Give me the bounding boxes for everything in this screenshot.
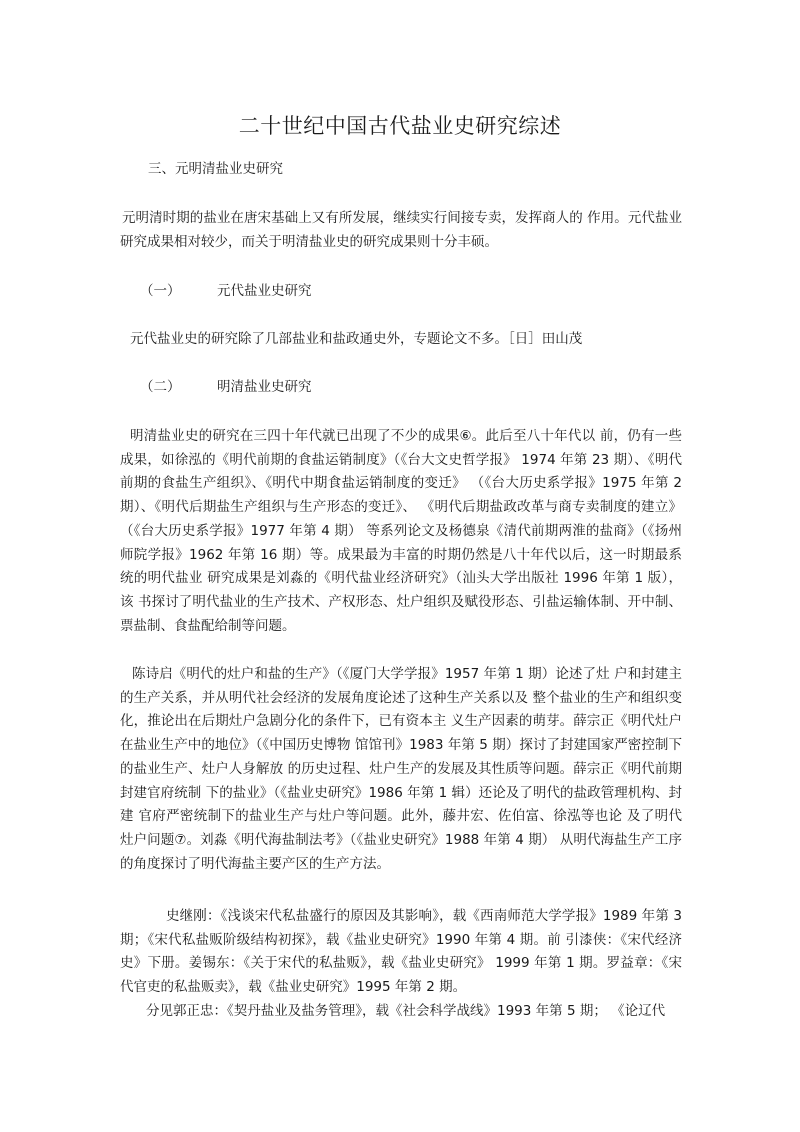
subsection-yuan-heading xyxy=(140,279,312,303)
intro-paragraph: 元明清时期的盐业在唐宋基础上又有所发展，继续实行间接专卖，发挥商人的 作用。元代盐业研究成果相对较少，而关于明清盐业史的研究成果则十分丰硕。 xyxy=(120,210,682,250)
subsection-mingqing-heading xyxy=(140,375,312,399)
chen-paragraph: 陈诗启《明代的灶户和盐的生产》（《厦门大学学报》1957 年第 1 期）论述了灶 户和封建主的生产关系，并从明代社会经济的发展角度论述了这种生产关系以及 整个盐业的生产和组织变化，推论出在后期灶户急剧分化的条件下，已有资本主 义生产因素的萌芽。薛宗正《明代灶户在盐业生产中的地位》（《中国历史博物 馆馆刊》1983 年第 5 期）探讨了封建国家严密控制下的盐业生产、灶户人身解放 的历史过程、灶户生产的发展及其性质等问题。薛宗正《明代前期封建官府统制 下的盐业》（《盐业史研究》1986 年第 1 辑）还论及了明代的盐政管理机构、封建 官府严密统制下的盐业生产与灶户等问题。此外，藤井宏、佐伯富、徐泓等也论 及了明代灶户问题⑦。刘淼《明代海盐制法考》（《盐业史研究》1988 年第 4 期） 从明代海盐生产工序的角度探讨了明代海盐主要产区的生产方法。 xyxy=(120,666,682,872)
footnote-shi: 史继刚：《浅谈宋代私盐盛行的原因及其影响》，载《西南师范大学学报》1989 年第 3 期；《宋代私盐贩阶级结构初探》，载《盐业史研究》1990 年第 4 期。前 引漆侠：《宋代经济史》下册。姜锡东：《关于宋代的私盐贩》，载《盐业史研究》 1999 年第 1 期。罗益章：《宋代官吏的私盐贩卖》，载《盐业史研究》1995 年第 2 期。 xyxy=(120,908,682,996)
mingqing-paragraph: 明清盐业史的研究在三四十年代就已出现了不少的成果⑥。此后至八十年代以 前，仍有一些成果，如徐泓的《明代前期的食盐运销制度》（《台大文史哲学报》 1974 年第 23 期）、《明代前期的食盐生产组织》、《明代中期食盐运销制度的变迁》 （《台大历史系学报》1975 年第 2 期）、《明代后期盐生产组织与生产形态的变迁》、 《明代后期盐政改革与商专卖制度的建立》（《台大历史系学报》1977 年第 4 期） 等系列论文及杨德泉《清代前期两淮的盐商》（《扬州师院学报》1962 年第 16 期）等。成果最为丰富的时期仍然是八十年代以后，这一时期最系统的明代盐业 研究成果是刘淼的《明代盐业经济研究》（汕头大学出版社 1996 年第 1 版），该 书探讨了明代盐业的生产技术、产权形态、灶户组织及赋役形态、引盐运输体制、开中制、票盐制、食盐配给制等问题。 xyxy=(120,428,682,634)
subsection-title: 元代盐业史研究 xyxy=(217,283,312,299)
yuan-paragraph: 元代盐业史的研究除了几部盐业和盐政通史外，专题论文不多。［日］田山茂 xyxy=(130,331,583,347)
subsection-number: （二） xyxy=(140,379,181,395)
footnote-guo: 分见郭正忠：《契丹盐业及盐务管理》，载《社会科学战线》1993 年第 5 期； 《论辽代 xyxy=(146,1003,666,1019)
subsection-number: （一） xyxy=(140,283,181,299)
subsection-title: 明清盐业史研究 xyxy=(217,379,312,395)
section-heading: 三、元明清盐业史研究 xyxy=(148,161,283,177)
document-title: 二十世纪中国古代盐业史研究综述 xyxy=(238,114,562,138)
